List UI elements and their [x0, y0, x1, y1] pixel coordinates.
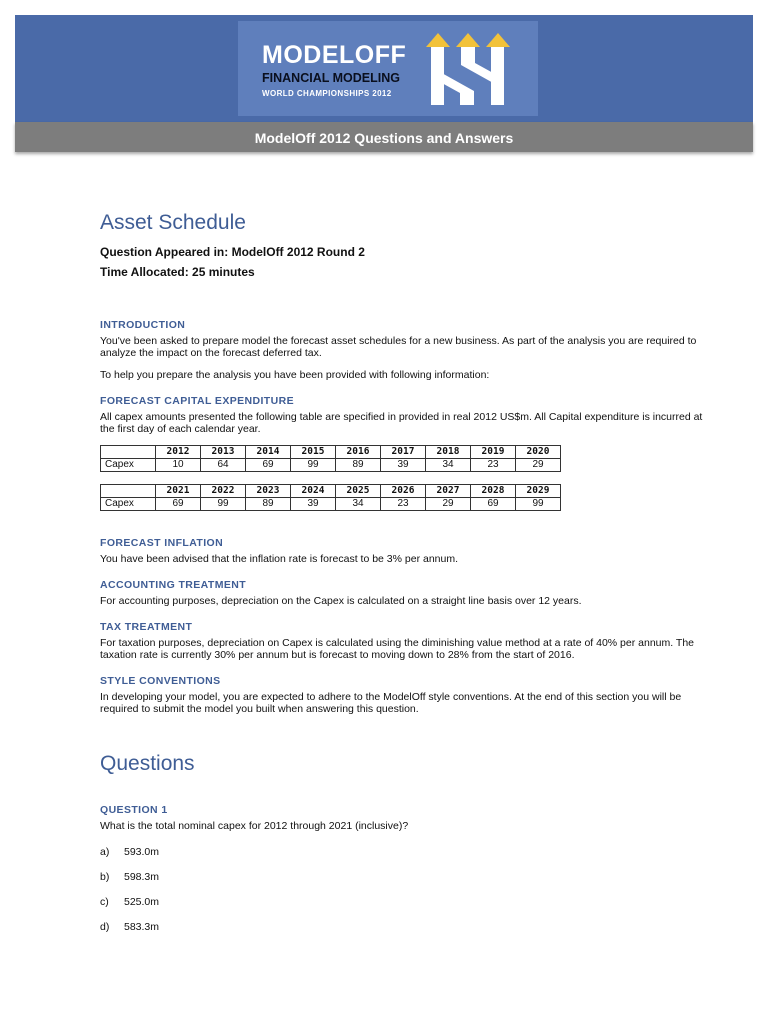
answer-option-c: [100, 896, 710, 908]
value-cell: 69: [471, 498, 516, 511]
question-1-text: What is the total nominal capex for 2012 through 2021 (inclusive)?: [100, 820, 409, 832]
style-heading: STYLE CONVENTIONS: [100, 675, 221, 687]
intro-paragraph-1: You've been asked to prepare model the forecast asset schedules for a new business. As part of the analysis you are required to analyze the impact on the forecast deferred tax.: [100, 335, 697, 359]
option-label: b): [100, 871, 110, 883]
tax-paragraph: For taxation purposes, depreciation on Capex is calculated using the diminishing value method at a rate of 40% per annum. The taxation rate is currently 30% per annum but is forecast to moving down to 28% from the start of 2016.: [100, 637, 694, 661]
intro-heading: INTRODUCTION: [100, 319, 186, 331]
question-1-heading: QUESTION 1: [100, 804, 168, 816]
year-cell: 2012: [156, 446, 201, 459]
year-cell: 2017: [381, 446, 426, 459]
accounting-paragraph: For accounting purposes, depreciation on the Capex is calculated on a straight line basis over 12 years.: [100, 595, 582, 607]
value-cell: 89: [336, 459, 381, 472]
value-cell: 39: [381, 459, 426, 472]
style-paragraph: In developing your model, you are expected to adhere to the ModelOff style conventions. At the end of this section you will be required to submit the model you built when answering this question.: [100, 691, 682, 715]
year-cell: 2015: [291, 446, 336, 459]
accounting-heading: ACCOUNTING TREATMENT: [100, 579, 247, 591]
year-cell: 2029: [516, 485, 561, 498]
capex-table-1: [100, 445, 561, 472]
section-title: Asset Schedule: [100, 211, 246, 234]
logo-tagline: WORLD CHAMPIONSHIPS 2012: [262, 89, 392, 98]
value-cell: 64: [201, 459, 246, 472]
document-title: ModelOff 2012 Questions and Answers: [254, 130, 514, 146]
capex-table-2: [100, 484, 561, 511]
value-cell: 69: [246, 459, 291, 472]
year-cell: 2019: [471, 446, 516, 459]
value-cell: 89: [246, 498, 291, 511]
value-cell: 39: [291, 498, 336, 511]
option-label: c): [100, 896, 109, 908]
year-cell: 2018: [426, 446, 471, 459]
value-cell: 99: [291, 459, 336, 472]
year-cell: 2013: [201, 446, 246, 459]
logo-title: MODELOFF: [262, 41, 407, 69]
option-text: 525.0m: [124, 896, 160, 908]
table-row: [101, 485, 561, 498]
intro-paragraph-2: To help you prepare the analysis you have been provided with following information:: [100, 369, 490, 381]
capex-heading: FORECAST CAPITAL EXPENDITURE: [100, 395, 294, 407]
value-cell: 29: [426, 498, 471, 511]
value-cell: 34: [336, 498, 381, 511]
year-cell: 2020: [516, 446, 561, 459]
document-body: [100, 208, 710, 933]
capex-paragraph: All capex amounts presented the following table are specified in provided in real 2012 US$m. All Capital expenditure is incurred at the first day of each calendar year.: [100, 411, 703, 435]
year-cell: 2027: [426, 485, 471, 498]
time-allocated: Time Allocated: 25 minutes: [100, 265, 255, 279]
value-cell: 23: [471, 459, 516, 472]
inflation-paragraph: You have been advised that the inflation rate is forecast to be 3% per annum.: [100, 553, 459, 565]
value-cell: 69: [156, 498, 201, 511]
question-appeared: Question Appeared in: ModelOff 2012 Round 2: [100, 245, 365, 259]
year-cell: 2016: [336, 446, 381, 459]
modeloff-logo: [238, 21, 538, 116]
value-cell: 34: [426, 459, 471, 472]
year-cell: 2028: [471, 485, 516, 498]
logo-arrows-icon: [424, 29, 514, 109]
inflation-heading: FORECAST INFLATION: [100, 537, 224, 549]
value-cell: 99: [516, 498, 561, 511]
answer-option-d: [100, 921, 710, 933]
option-label: d): [100, 921, 110, 933]
year-cell: 2024: [291, 485, 336, 498]
table-row: [101, 498, 561, 511]
row-label: Capex: [101, 498, 156, 511]
year-cell: 2022: [201, 485, 246, 498]
option-text: 598.3m: [124, 871, 160, 883]
value-cell: 23: [381, 498, 426, 511]
tax-heading: TAX TREATMENT: [100, 621, 193, 633]
year-cell: 2014: [246, 446, 291, 459]
value-cell: 29: [516, 459, 561, 472]
title-band: [15, 122, 753, 152]
logo-subtitle: FINANCIAL MODELING: [262, 71, 400, 85]
questions-title: Questions: [100, 752, 195, 775]
table-row: [101, 446, 561, 459]
year-cell: 2025: [336, 485, 381, 498]
option-label: a): [100, 846, 110, 858]
year-cell: 2023: [246, 485, 291, 498]
table-row: [101, 459, 561, 472]
value-cell: 99: [201, 498, 246, 511]
answer-option-a: [100, 846, 710, 858]
value-cell: 10: [156, 459, 201, 472]
year-cell: 2026: [381, 485, 426, 498]
option-text: 593.0m: [124, 846, 160, 858]
option-text: 583.3m: [124, 921, 160, 933]
answer-option-b: [100, 871, 710, 883]
year-cell: 2021: [156, 485, 201, 498]
row-label: Capex: [101, 459, 156, 472]
